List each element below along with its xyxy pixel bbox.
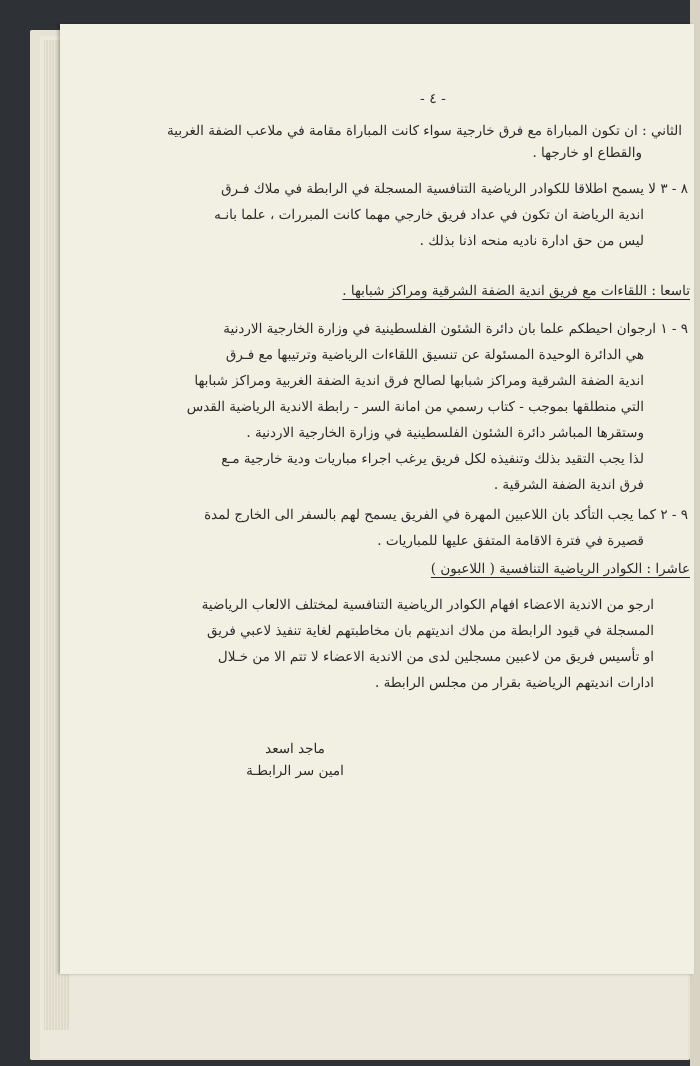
signature-title: امين سر الرابطـة xyxy=(246,763,344,779)
text-line: ارجو من الاندية الاعضاء افهام الكوادر الرياضية التنافسية لمختلف الالعاب الرياضية xyxy=(201,597,654,613)
text-line: ادارات انديتهم الرياضية بقرار من مجلس الرابطة . xyxy=(375,675,654,691)
text-line: اندية الضفة الشرقية ومراكز شبابها لصالح فرق اندية الضفة الغربية ومراكز شبابها xyxy=(194,373,644,389)
text-line: المسجلة في قيود الرابطة من ملاك انديتهم بان مخاطبتهم لغاية تنفيذ لاعبي فريق xyxy=(206,623,654,639)
page-number: - ٤ - xyxy=(420,91,446,107)
heading-ninth: تاسعا : اللقاءات مع فريق اندية الضفة الشرقية ومراكز شبابها . xyxy=(342,283,690,299)
text-line: الثاني : ان تكون المباراة مع فرق خارجية سواء كانت المباراة مقامة في ملاعب الضفة الغربية xyxy=(167,123,682,139)
text-line: او تأسيس فريق من لاعبين مسجلين لدى من الاندية الاعضاء لا تتم الا من خـلال xyxy=(217,649,654,665)
text-line: والقطاع او خارجها . xyxy=(532,145,642,161)
text-line: وستقرها المباشر دائرة الشئون الفلسطينية في وزارة الخارجية الاردنية . xyxy=(246,425,644,441)
text-line: هي الدائرة الوحيدة المسئولة عن تنسيق اللقاءات الرياضية وترتيبها مع فـرق xyxy=(225,347,644,363)
paragraph-9-2 xyxy=(204,504,688,552)
text-line: ٩ - ١ ارجوان احيطكم علما بان دائرة الشئون الفلسطينية في وزارة الخارجية الاردنية xyxy=(223,321,688,337)
paragraph-8-3 xyxy=(214,178,688,252)
text-line: قصيرة في فترة الاقامة المتفق عليها للمباريات . xyxy=(377,533,644,549)
signature-name: ماجد اسعد xyxy=(265,741,325,757)
text-line: ٩ - ٢ كما يجب التأكد بان اللاعبين المهرة في الفريق يسمح لهم بالسفر الى الخارج لمدة xyxy=(204,507,688,523)
paragraph-9-1 xyxy=(187,318,688,496)
document-page xyxy=(60,24,694,974)
text-line: لذا يجب التقيد بذلك وتنفيذه لكل فريق يرغب اجراء مباريات ودية خارجية مـع xyxy=(221,451,644,467)
text-line: ليس من حق ادارة ناديه منحه اذنا بذلك . xyxy=(419,233,644,249)
text-line: التي منطلقها بموجب - كتاب رسمي من امانة السر - رابطة الاندية الرياضية القدس xyxy=(186,399,644,415)
text-line: ٨ - ٣ لا يسمح اطلاقا للكوادر الرياضية التنافسية المسجلة في الرابطة في ملاك فـرق xyxy=(221,181,688,197)
text-line: اندية الرياضة ان تكون في عداد فريق خارجي مهما كانت المبررات ، علما بانـه xyxy=(214,207,644,223)
heading-tenth: عاشرا : الكوادر الرياضية التنافسية ( اللاعبون ) xyxy=(430,561,690,577)
text-line: فرق اندية الضفة الشرقية . xyxy=(493,477,644,493)
signature-block xyxy=(230,738,360,782)
paragraph-second-condition xyxy=(167,120,682,164)
paragraph-tenth xyxy=(202,594,654,694)
